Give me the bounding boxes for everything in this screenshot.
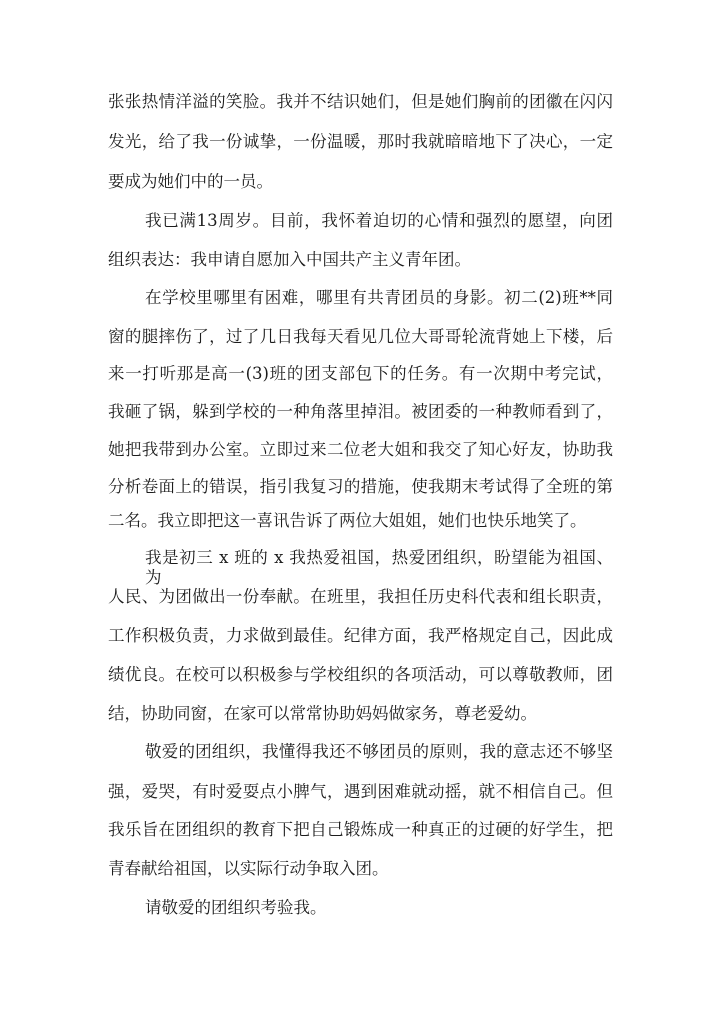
text-line: 青春献给祖国，以实际行动争取入团。 <box>108 859 389 878</box>
text-line: 敬爱的团组织，我懂得我还不够团员的原则，我的意志还不够坚 <box>145 742 613 761</box>
text-line: 张张热情洋溢的笑脸。我并不结识她们，但是她们胸前的团徽在闪闪 <box>108 92 613 111</box>
text-line: 我砸了锅，躲到学校的一种角落里掉泪。被团委的一种教师看到了， <box>108 402 613 421</box>
text-line: 在学校里哪里有困难，哪里有共青团员的身影。初二(2)班**同 <box>145 288 613 307</box>
text-line: 二名。我立即把这一喜讯告诉了两位大姐姐，她们也快乐地笑了。 <box>108 511 587 530</box>
text-line: 她把我带到办公室。立即过来二位老大姐和我交了知心好友，协助我 <box>108 440 613 459</box>
text-line: 我是初三 x 班的 x 我热爱祖国，热爱团组织，盼望能为祖国、为 <box>145 548 613 587</box>
text-line: 我已满13周岁。目前，我怀着迫切的心情和强烈的愿望，向团 <box>145 211 613 230</box>
text-line: 我乐旨在团组织的教育下把自己锻炼成一种真正的过硬的好学生，把 <box>108 820 613 839</box>
text-line: 人民、为团做出一份奉献。在班里，我担任历史科代表和组长职责， <box>108 587 613 606</box>
text-line: 工作积极负责，力求做到最佳。纪律方面，我严格规定自己，因此成 <box>108 626 613 645</box>
text-line: 来一打听那是高一(3)班的团支部包下的任务。有一次期中考完试， <box>108 364 613 383</box>
text-line: 绩优良。在校可以积极参与学校组织的各项活动，可以尊敬教师，团 <box>108 665 613 684</box>
text-line: 窗的腿摔伤了，过了几日我每天看见几位大哥哥轮流背她上下楼，后 <box>108 327 613 346</box>
text-line: 结，协助同窗，在家可以常常协助妈妈做家务，尊老爱幼。 <box>108 704 537 723</box>
text-line: 发光，给了我一份诚挚，一份温暖，那时我就暗暗地下了决心，一定 <box>108 132 613 151</box>
text-line: 请敬爱的团组织考验我。 <box>145 898 327 917</box>
text-line: 分析卷面上的错误，指引我复习的措施，使我期末考试得了全班的第 <box>108 477 613 496</box>
text-line: 组织表达：我申请自愿加入中国共产主义青年团。 <box>108 250 471 269</box>
text-line: 强，爱哭，有时爱耍点小脾气，遇到困难就动摇，就不相信自己。但 <box>108 782 613 801</box>
text-line: 要成为她们中的一员。 <box>108 172 273 191</box>
